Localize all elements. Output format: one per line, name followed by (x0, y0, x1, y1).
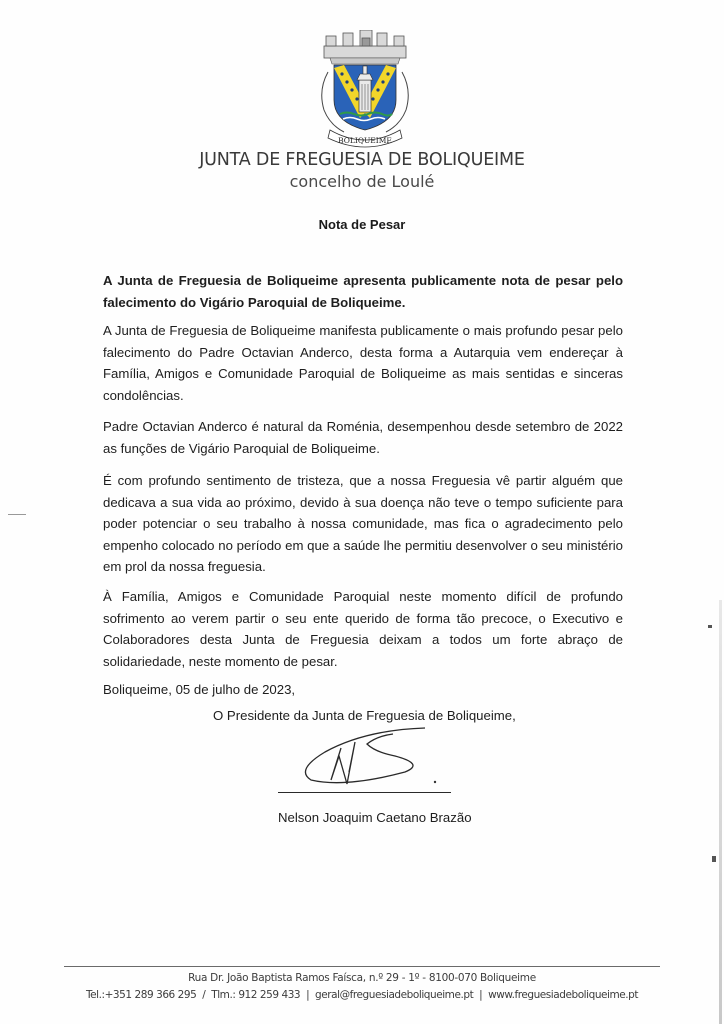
email-link[interactable]: geral@freguesiadeboliqueime.pt (315, 989, 474, 1001)
separator: | (306, 989, 310, 1001)
footer-address: Rua Dr. João Baptista Ramos Faísca, n.º 29 - 1º - 8100-070 Boliqueime (188, 972, 536, 984)
signatory-name: Nelson Joaquim Caetano Brazão (278, 810, 472, 825)
place-and-date: Boliqueime, 05 de julho de 2023, (103, 682, 296, 697)
paragraph-biography: Padre Octavian Anderco é natural da Roménia, desempenhou desde setembro de 2022 as funções de Vigário Paroquial de Boliqueime. (103, 419, 623, 456)
mobile-label: Tlm.: (211, 989, 236, 1001)
scan-speck (708, 625, 712, 628)
footer-divider (64, 966, 660, 967)
paragraph-tribute: É com profundo sentimento de tristeza, que a nossa Freguesia vê partir alguém que dedicava a sua vida ao próximo, devido à sua doença não teve o tempo suficiente para poder potenciar o seu trabalho à nossa comunidade, mas fica o agradecimento pelo empenho colocado no período em que a saúde lhe permitiu desenvolver o seu ministério em prol da nossa freguesia. (103, 473, 623, 574)
municipality-name: concelho de Loulé (289, 172, 435, 191)
tel-label: Tel.: (85, 989, 105, 1001)
document-title: Nota de Pesar (318, 217, 406, 232)
signature-line (278, 792, 451, 793)
website-link[interactable]: www.freguesiadeboliqueime.pt (488, 989, 639, 1001)
organization-name: JUNTA DE FREGUESIA DE BOLIQUEIME (199, 150, 525, 170)
signatory-role: O Presidente da Junta de Freguesia de Boliqueime, (213, 708, 516, 723)
scan-edge-shadow (719, 600, 722, 1024)
lead-statement: A Junta de Freguesia de Boliqueime apresenta publicamente nota de pesar pelo falecimento do Vigário Paroquial de Boliqueime. (103, 273, 623, 310)
separator: | (479, 989, 483, 1001)
scan-speck (8, 514, 26, 515)
separator: / (202, 989, 206, 1001)
footer-contacts (0, 989, 724, 1001)
handwritten-signature-icon (275, 722, 455, 794)
crest-ribbon-text: BOLIQUEIME (338, 136, 392, 145)
paragraph-solidarity: À Família, Amigos e Comunidade Paroquial neste momento difícil de profundo sofrimento ao verem partir o seu ente querido de forma tão precoce, o Executivo e Colaboradores desta Junta de Freguesia deixam a todos um forte abraço de solidariedade, neste momento de pesar. (103, 589, 623, 669)
tel-number: +351 289 366 295 (104, 989, 197, 1001)
coat-of-arms-icon (310, 30, 420, 148)
mobile-number: 912 259 433 (238, 989, 301, 1001)
scan-speck (712, 856, 716, 862)
paragraph-condolences: A Junta de Freguesia de Boliqueime manifesta publicamente o mais profundo pesar pelo falecimento do Padre Octavian Anderco, desta forma a Autarquia vem endereçar à Família, Amigos e Comunidade Paroquial de Boliqueime as mais sentidas e sinceras condolências. (103, 323, 623, 403)
